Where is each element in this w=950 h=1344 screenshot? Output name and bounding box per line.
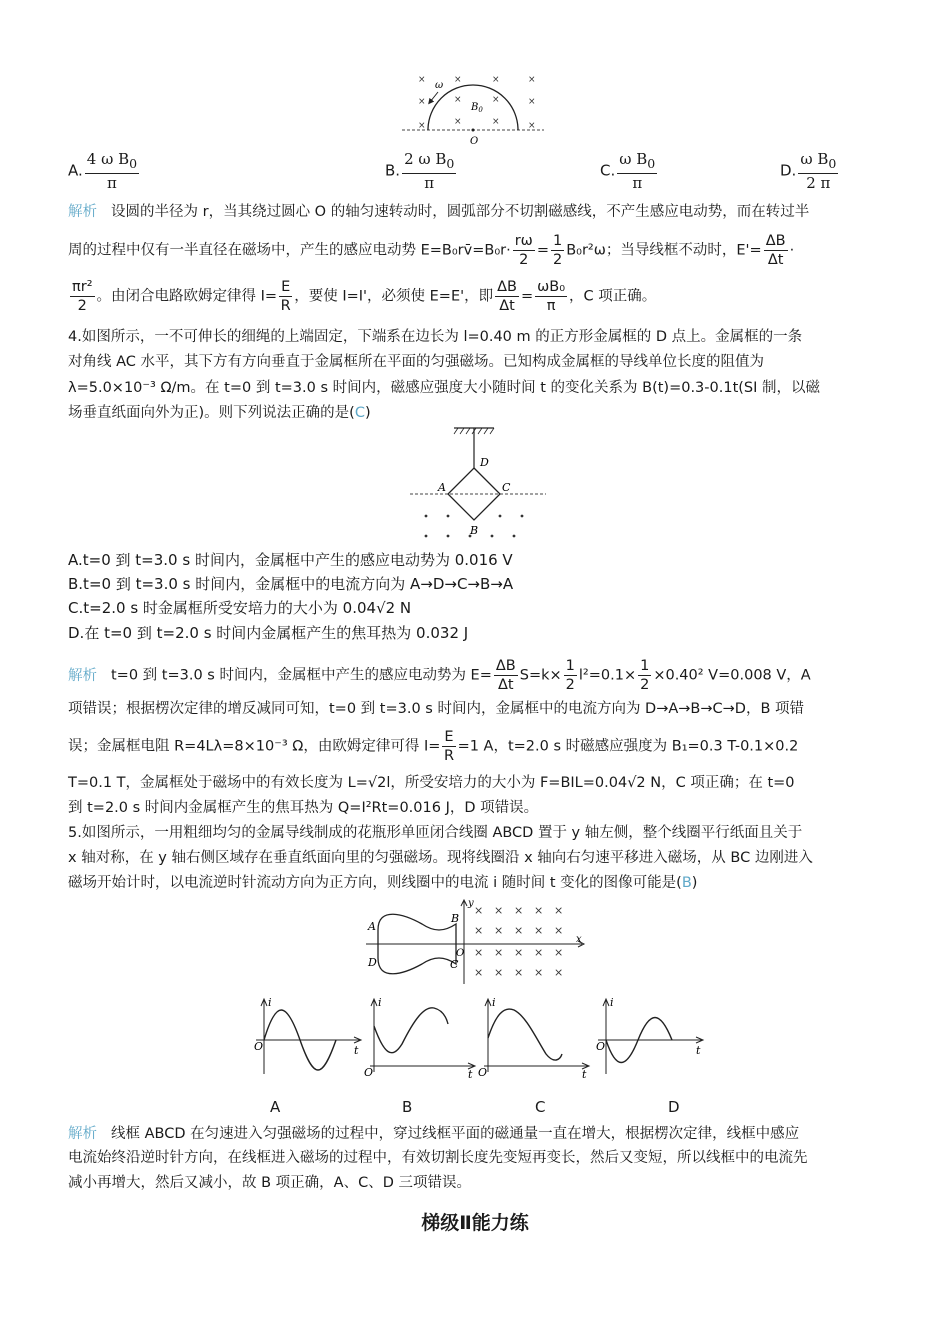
svg-text:×: × [454, 117, 462, 127]
graph-a-t-label: t [354, 1044, 359, 1057]
coil-origin-label: O [456, 948, 465, 959]
graph-c-i-label: i [492, 996, 496, 1009]
graph-c-caption: C [535, 1098, 546, 1116]
svg-text:×: × [494, 946, 504, 959]
q4-option-d: D.在 t=0 到 t=2.0 s 时间内金属框产生的焦耳热为 0.032 J [68, 624, 469, 642]
q5-stem-line3: 磁场开始计时，以电流逆时针流动方向为正方向，则线圈中的电流 i 随时间 t 变化的图像可能是(B) [68, 875, 698, 891]
svg-text:×: × [474, 924, 484, 937]
x-axis-label: x [576, 934, 582, 945]
graph-b [362, 994, 478, 1078]
graph-c-o-label: O [478, 1066, 488, 1078]
svg-text:×: × [554, 924, 564, 937]
svg-text:×: × [454, 75, 462, 85]
q5-stem-line2: x 轴对称，在 y 轴右侧区域存在垂直纸面向里的匀强磁场。现将线圈沿 x 轴向右匀速平移进入磁场，从 BC 边刚进入 [68, 850, 813, 866]
svg-text:×: × [418, 97, 426, 107]
svg-text:×: × [514, 946, 524, 959]
vase-coil-figure [362, 896, 588, 986]
q5-analysis-line1: 解析 线框 ABCD 在匀速进入匀强磁场的过程中，穿过线框平面的磁通量一直在增大，根据楞次定律，线框中感应 [68, 1126, 800, 1142]
svg-text:×: × [528, 121, 536, 131]
svg-text:×: × [514, 966, 524, 979]
svg-text:×: × [528, 75, 536, 85]
svg-text:×: × [554, 966, 564, 979]
q4-option-b: B.t=0 到 t=3.0 s 时间内，金属框中的电流方向为 A→D→C→B→A [68, 575, 514, 593]
coil-a-label: A [368, 920, 376, 933]
coil-b-label: B [451, 912, 460, 925]
q3-option-d: D. $\frac{\omega B_0}{2 \pi}$ [780, 150, 837, 192]
svg-text:×: × [494, 904, 504, 917]
graph-d-t-label: t [696, 1044, 701, 1057]
svg-text:×: × [492, 117, 500, 127]
svg-text:×: × [492, 95, 500, 105]
q4-answer: C [354, 405, 365, 421]
q4-analysis-line1: 解析 t=0 到 t=3.0 s 时间内，金属框中产生的感应电动势为 E= $\frac{\Delta B}{\Delta t}$ S=k× $\frac{1}{2}$ l²=0.1× $\frac{1}{2}$ ×0.40² V=0.008 V，A [68, 658, 811, 693]
coil-d-label: D [368, 956, 377, 969]
q3-option-b: B. $\frac{2 \omega B_0}{\pi}$ [385, 150, 455, 192]
q3-option-a: A. $\frac{4 \omega B_0}{\pi}$ [68, 150, 138, 192]
svg-text:×: × [528, 97, 536, 107]
svg-text:×: × [554, 904, 564, 917]
q5-analysis-line3: 减小再增大，然后又减小，故 B 项正确，A、C、D 三项错误。 [68, 1175, 471, 1191]
q5-analysis-line2: 电流始终沿逆时针方向，在线框进入磁场的过程中，有效切割长度先变短再变长，然后又变短，所以线框中的电流先 [68, 1150, 808, 1166]
q4-stem-line4: 场垂直纸面向外为正)。则下列说法正确的是(C) [68, 405, 371, 421]
semicircle-field-figure [398, 72, 548, 150]
svg-text:×: × [514, 924, 524, 937]
point-c-label: C [502, 481, 511, 494]
svg-text:×: × [494, 924, 504, 937]
graph-a-caption: A [270, 1098, 281, 1116]
svg-text:×: × [474, 946, 484, 959]
q4-analysis-line3: 误；金属框电阻 R=4Lλ=8×10⁻³ Ω，由欧姆定律可得 I= $\frac{E}{R}$ =1 A，t=2.0 s 时磁感应强度为 B₁=0.3 T-0.1×0.2 [68, 729, 799, 764]
q4-option-a: A.t=0 到 t=3.0 s 时间内，金属框中产生的感应电动势为 0.016 V [68, 551, 513, 569]
svg-text:×: × [494, 966, 504, 979]
q4-stem-line3: λ=5.0×10⁻³ Ω/m。在 t=0 到 t=3.0 s 时间内，磁感应强度大小随时间 t 的变化关系为 B(t)=0.3-0.1t(SI 制，以磁 [68, 380, 821, 396]
svg-text:×: × [454, 95, 462, 105]
point-b-label: B [470, 524, 479, 537]
q3-analysis-line3: $\frac{\text{πr²}}{2}$ 。由闭合电路欧姆定律得 I= $\frac{E}{R}$ ，要使 I=I'，必须使 E=E'，即 $\frac{\Delta B}{\Delta t}$ = $\frac{\text{ωB₀}}{\pi}$ ，C 项正确。 [72, 279, 657, 314]
graph-a-o-label: O [254, 1040, 264, 1053]
graph-b-t-label: t [468, 1068, 473, 1078]
svg-text:×: × [554, 946, 564, 959]
q4-analysis-line5: 到 t=2.0 s 时间内金属框产生的焦耳热为 Q=I²Rt=0.016 J，D 项错误。 [68, 800, 539, 816]
graph-a [248, 994, 364, 1078]
graph-a-i-label: i [268, 996, 272, 1009]
graph-d-o-label: O [596, 1040, 606, 1053]
q3-analysis-line2: 周的过程中仅有一半直径在磁场中，产生的感应电动势 E=B₀rv̄=B₀r· $\frac{r\omega}{2}$ = $\frac{1}{2}$ B₀r²ω；当导线框不动时，E'= $\frac{\Delta B}{\Delta t}$ · [68, 233, 795, 268]
section-title: 梯级Ⅱ能力练 [421, 1212, 529, 1234]
omega-label: ω [435, 80, 444, 91]
q4-analysis-line2: 项错误；根据楞次定律的增反减同可知，t=0 到 t=3.0 s 时间内，金属框中的电流方向为 D→A→B→C→D，B 项错 [68, 701, 805, 717]
graph-b-o-label: O [364, 1066, 374, 1078]
svg-text:×: × [474, 904, 484, 917]
graph-b-caption: B [402, 1098, 413, 1116]
svg-text:×: × [534, 904, 544, 917]
svg-text:×: × [514, 904, 524, 917]
graph-d-i-label: i [610, 996, 614, 1009]
b0-label: $B_0$ [471, 102, 483, 114]
graph-c-t-label: t [582, 1068, 587, 1078]
y-axis-label: y [468, 898, 474, 909]
coil-c-label: C [450, 958, 459, 971]
graph-d-caption: D [668, 1098, 680, 1116]
origin-label: O [470, 136, 479, 147]
svg-text:×: × [534, 966, 544, 979]
svg-text:×: × [534, 946, 544, 959]
svg-text:×: × [418, 121, 426, 131]
q4-stem-line1: 4.如图所示，一不可伸长的细绳的上端固定，下端系在边长为 l=0.40 m 的正方形金属框的 D 点上。金属框的一条 [68, 329, 803, 345]
point-a-label: A [438, 481, 446, 494]
q4-stem-line2: 对角线 AC 水平，其下方有方向垂直于金属框所在平面的匀强磁场。已知构成金属框的导线单位长度的阻值为 [68, 354, 765, 370]
q3-analysis-line1: 解析 设圆的半径为 r，当其绕过圆心 O 的轴匀速转动时，圆弧部分不切割磁感线，不产生感应电动势，而在转过半 [68, 204, 810, 220]
q4-option-c: C.t=2.0 s 时金属框所受安培力的大小为 0.04√2 N [68, 599, 412, 617]
square-frame-figure [408, 424, 548, 546]
svg-text:×: × [418, 75, 426, 85]
graph-b-i-label: i [378, 996, 382, 1009]
q3-option-c: C. $\frac{\omega B_0}{\pi}$ [600, 150, 656, 192]
q4-analysis-line4: T=0.1 T，金属框处于磁场中的有效长度为 L=√2l，所受安培力的大小为 F=BIL=0.04√2 N，C 项正确；在 t=0 [68, 775, 795, 791]
svg-text:×: × [534, 924, 544, 937]
q5-stem-line1: 5.如图所示，一用粗细均匀的金属导线制成的花瓶形单匝闭合线圈 ABCD 置于 y 轴左侧，整个线圈平行纸面且关于 [68, 825, 803, 841]
graph-d [590, 994, 706, 1078]
svg-text:×: × [474, 966, 484, 979]
point-d-label: D [480, 456, 489, 469]
svg-text:×: × [492, 75, 500, 85]
q5-answer: B [681, 875, 692, 891]
graph-c [476, 994, 592, 1078]
